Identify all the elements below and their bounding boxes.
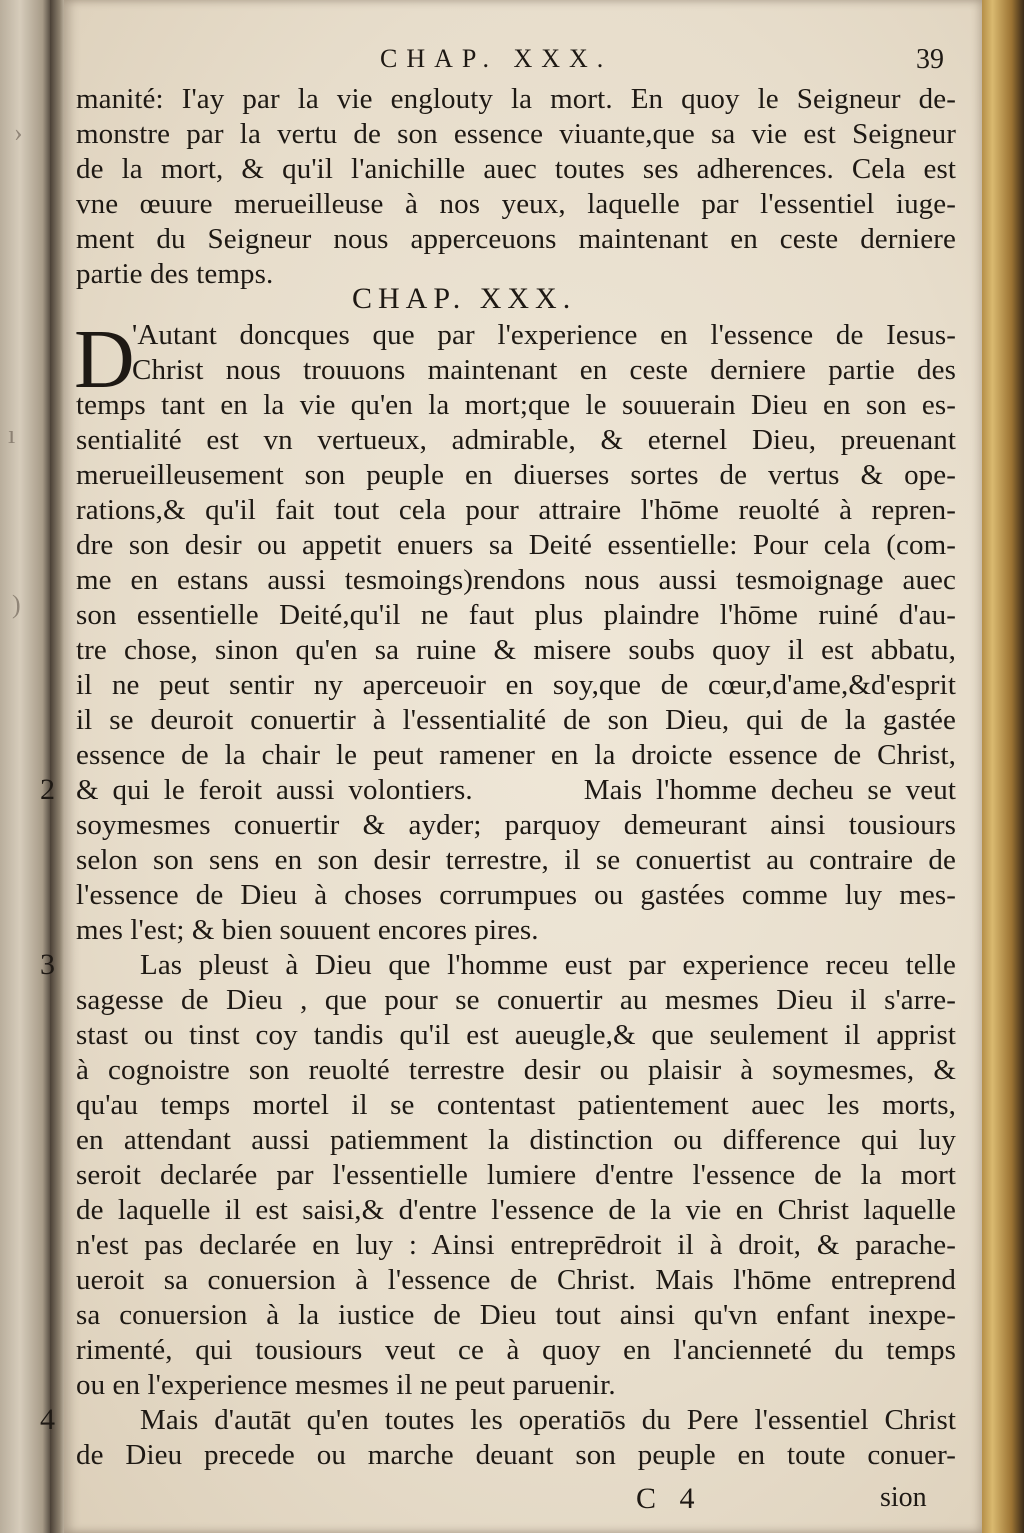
margin-verse-number: 2 bbox=[40, 773, 55, 806]
bleed-through-mark: › bbox=[14, 118, 23, 147]
text-line: Las pleust à Dieu que l'homme eust par experience receu telle bbox=[140, 949, 956, 981]
text-line: essence de la chair le peut ramener en la droicte essence de Christ, bbox=[76, 739, 956, 771]
chapter-heading: CHAP. XXX. bbox=[352, 282, 577, 315]
text-line: rimenté, qui tousiours veut ce à quoy en l'ancienneté du temps bbox=[76, 1334, 956, 1366]
text-line: ueroit sa conuersion à l'essence de Christ. Mais l'hōme entreprend bbox=[76, 1264, 956, 1296]
previous-page-edge bbox=[0, 0, 50, 1533]
text-line: Christ nous trouuons maintenant en ceste derniere partie des bbox=[132, 354, 956, 386]
text-line: merueilleusement son peuple en diuerses sortes de vertus & ope- bbox=[76, 459, 956, 491]
bleed-through-mark: ) bbox=[12, 590, 21, 619]
catchword: sion bbox=[880, 1482, 927, 1513]
text-line: l'essence de Dieu à choses corrumpues ou gastées comme luy mes- bbox=[76, 879, 956, 911]
text-line: sa conuersion à la iustice de Dieu tout ainsi qu'vn enfant inexpe- bbox=[76, 1299, 956, 1331]
text-line: vne œuure merueilleuse à nos yeux, laquelle par l'essentiel iuge- bbox=[76, 188, 956, 220]
text-line: manité: I'ay par la vie englouty la mort. En quoy le Seigneur de- bbox=[76, 83, 956, 115]
text-line: mes l'est; & bien souuent encores pires. bbox=[76, 914, 539, 946]
text-line: partie des temps. bbox=[76, 258, 274, 290]
text-line: il se deuroit conuertir à l'essentialité de son Dieu, qui de la gastée bbox=[76, 704, 956, 736]
text-line: n'est pas declarée en luy : Ainsi entreprēdroit il à droit, & parache- bbox=[76, 1229, 956, 1261]
text-line: qu'au temps mortel il se contentast patientement auec les morts, bbox=[76, 1089, 956, 1121]
text-line: temps tant en la vie qu'en la mort;que le souuerain Dieu en son es- bbox=[76, 389, 956, 421]
text-line: tre chose, sinon qu'en sa ruine & misere soubs quoy il est abbatu, bbox=[76, 634, 956, 666]
bleed-through-mark: ı bbox=[8, 420, 16, 449]
margin-verse-number: 4 bbox=[40, 1403, 55, 1436]
text-line: en attendant aussi patiemment la distinction ou difference qui luy bbox=[76, 1124, 956, 1156]
text-line: son essentielle Deité,qu'il ne faut plus plaindre l'hōme ruiné d'au- bbox=[76, 599, 956, 631]
text-line: & qui le feroit aussi volontiers. Mais l'homme decheu se veut bbox=[76, 774, 956, 806]
running-head: CHAP. XXX. bbox=[380, 44, 613, 73]
text-line: rations,& qu'il fait tout cela pour attraire l'hōme reuolté à repren- bbox=[76, 494, 956, 526]
page-fore-edge bbox=[982, 0, 1024, 1533]
text-line: monstre par la vertu de son essence viuante,que sa vie est Seigneur bbox=[76, 118, 956, 150]
text-line: sagesse de Dieu , que pour se conuertir au mesmes Dieu il s'arre- bbox=[76, 984, 956, 1016]
text-line: selon son sens en son desir terrestre, il se conuertist au contraire de bbox=[76, 844, 956, 876]
text-line: de laquelle il est saisi,& d'entre l'essence de la vie en Christ laquelle bbox=[76, 1194, 956, 1226]
page-number: 39 bbox=[916, 44, 944, 75]
text-line: sentialité est vn vertueux, admirable, & eternel Dieu, preuenant bbox=[76, 424, 956, 456]
signature-mark: C 4 bbox=[636, 1482, 703, 1515]
text-line: de la mort, & qu'il l'anichille auec toutes ses adherences. Cela est bbox=[76, 153, 956, 185]
text-line: 'Autant doncques que par l'experience en l'essence de Iesus- bbox=[132, 319, 956, 351]
drop-cap: D bbox=[74, 313, 135, 406]
text-line: à cognoistre son reuolté terrestre desir ou plaisir à soymesmes, & bbox=[76, 1054, 956, 1086]
text-line: seroit declarée par l'essentielle lumiere d'entre l'essence de la mort bbox=[76, 1159, 956, 1191]
text-line: stast ou tinst coy tandis qu'il est aueugle,& que seulement il apprist bbox=[76, 1019, 956, 1051]
text-line: soymesmes conuertir & ayder; parquoy demeurant ainsi tousiours bbox=[76, 809, 956, 841]
text-line: Mais d'autāt qu'en toutes les operatiōs du Pere l'essentiel Christ bbox=[140, 1404, 956, 1436]
text-line: il ne peut sentir ny aperceuoir en soy,que de cœur,d'ame,&d'esprit bbox=[76, 669, 956, 701]
text-line: ment du Seigneur nous apperceuons maintenant en ceste derniere bbox=[76, 223, 956, 255]
margin-verse-number: 3 bbox=[40, 948, 55, 981]
text-line: me en estans aussi tesmoings)rendons nous aussi tesmoignage auec bbox=[76, 564, 956, 596]
text-line: ou en l'experience mesmes il ne peut paruenir. bbox=[76, 1369, 616, 1401]
text-line: dre son desir ou appetit enuers sa Deité essentielle: Pour cela (com- bbox=[76, 529, 956, 561]
text-line: de Dieu precede ou marche deuant son peuple en toute conuer- bbox=[76, 1439, 956, 1471]
